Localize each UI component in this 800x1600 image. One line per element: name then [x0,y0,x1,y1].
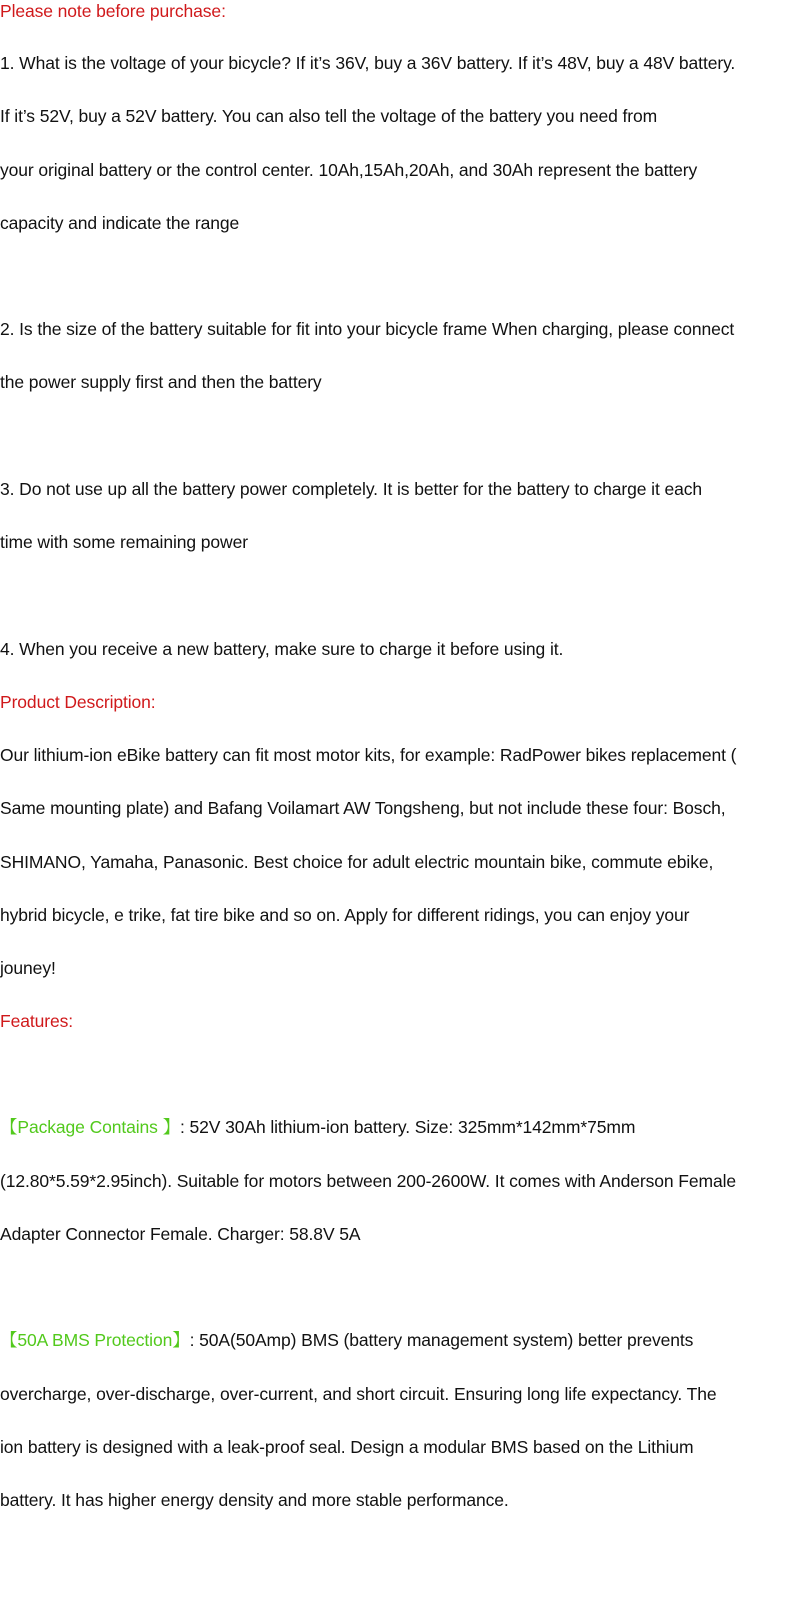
purchase-note-heading: Please note before purchase: [0,1,226,21]
product-description-heading: Product Description: [0,692,156,712]
package-contains-label: 【Package Contains 】 [0,1117,180,1137]
purchase-note-line: If it’s 52V, buy a 52V battery. You can also tell the voltage of the battery you need from [0,106,658,126]
product-description-line: hybrid bicycle, e trike, fat tire bike and so on. Apply for different ridings, you can enjoy your [0,905,690,925]
bms-protection-label: 【50A BMS Protection】 [0,1330,190,1350]
bms-protection-line: ion battery is designed with a leak-proof seal. Design a modular BMS based on the Lithium [0,1437,694,1457]
package-contains-line: Adapter Connector Female. Charger: 58.8V 5A [0,1224,361,1244]
package-contains-line: (12.80*5.59*2.95inch). Suitable for motors between 200-2600W. It comes with Anderson Female [0,1171,737,1191]
purchase-note-line: 2. Is the size of the battery suitable for fit into your bicycle frame When charging, please connect [0,319,735,339]
bms-protection-line: overcharge, over-discharge, over-current, and short circuit. Ensuring long life expectancy. The [0,1384,717,1404]
purchase-note-line: 3. Do not use up all the battery power completely. It is better for the battery to charge it each [0,479,703,499]
purchase-note-line: 1. What is the voltage of your bicycle? If it’s 36V, buy a 36V battery. If it’s 48V, buy a 48V battery. [0,53,736,73]
bms-protection-text: : 50A(50Amp) BMS (battery management system) better prevents [189,1330,694,1350]
bms-protection-line: battery. It has higher energy density and more stable performance. [0,1490,509,1510]
product-description-line: jouney! [0,958,56,978]
purchase-note-line: the power supply first and then the battery [0,372,322,392]
product-description-line: Our lithium-ion eBike battery can fit most motor kits, for example: RadPower bikes replacement ( [0,745,737,765]
purchase-note-line: your original battery or the control center. 10Ah,15Ah,20Ah, and 30Ah represent the battery [0,160,698,180]
purchase-note-line: time with some remaining power [0,532,248,552]
purchase-note-line: 4. When you receive a new battery, make sure to charge it before using it. [0,639,564,659]
package-contains-line [0,1116,635,1138]
product-description-line: Same mounting plate) and Bafang Voilamart AW Tongsheng, but not include these four: Bosch, [0,798,726,818]
product-description-line: SHIMANO, Yamaha, Panasonic. Best choice for adult electric mountain bike, commute ebike, [0,852,714,872]
bms-protection-line [0,1329,693,1351]
purchase-note-line: capacity and indicate the range [0,213,240,233]
package-contains-text: : 52V 30Ah lithium-ion battery. Size: 325mm*142mm*75mm [180,1117,636,1137]
features-heading: Features: [0,1011,74,1031]
